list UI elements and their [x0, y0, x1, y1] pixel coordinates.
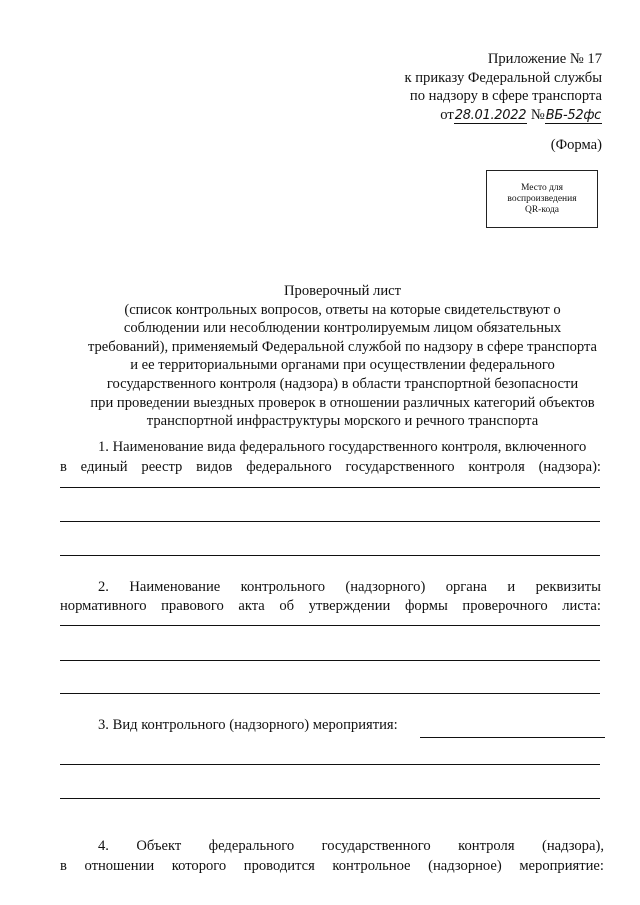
appendix-date-number [404, 106, 602, 126]
word: (надзорное) [428, 858, 502, 874]
word: отношении [84, 858, 155, 874]
word: государственного [321, 838, 431, 854]
word: листа: [562, 598, 601, 614]
appendix-agency: по надзору в сфере транспорта [409, 88, 602, 104]
item4-line1 [98, 836, 604, 856]
word: (надзора): [538, 459, 601, 475]
appendix-order-ref: к приказу Федеральной службы [404, 69, 602, 86]
word: контрольного [240, 579, 326, 595]
word: нормативного [60, 598, 147, 614]
title-line: Проверочный лист [284, 283, 401, 299]
word: реквизиты [535, 579, 601, 595]
word: 4. [98, 838, 109, 854]
appendix-header [404, 50, 602, 125]
title-line: требований), применяемый Федеральной службой по надзору в сфере транспорта [87, 338, 598, 355]
title-line: при проведении выездных проверок в отношении различных категорий объектов [90, 394, 595, 411]
qr-code-placeholder [486, 170, 598, 228]
word: мероприятие: [519, 858, 604, 874]
item2-line2 [60, 596, 601, 616]
word: которого [171, 858, 227, 874]
word: формы [404, 598, 448, 614]
form-label: (Форма) [550, 137, 602, 153]
item1-line1: 1. Наименование вида федерального государственного контроля, включенного [98, 439, 587, 455]
qr-text-line: воспроизведения [507, 193, 577, 204]
title-line: соблюдении или несоблюдении контролируемым лицом обязательных [123, 320, 562, 337]
handwritten-date: 28.01.2022 [454, 107, 527, 123]
date-prefix: от [440, 106, 454, 123]
item1-line2 [60, 457, 601, 477]
word: контроля [458, 838, 515, 854]
title-line: транспортной инфраструктуры морского и речного транспорта [146, 413, 539, 430]
fill-in-line[interactable] [60, 693, 600, 694]
appendix-title: Приложение № 17 [487, 51, 602, 67]
word: 2. [98, 579, 109, 595]
word: органа [445, 579, 488, 595]
item4-line2 [60, 856, 604, 876]
handwritten-number: ВБ-52фс [545, 107, 601, 123]
word: правового [161, 598, 224, 614]
word: видов [196, 459, 233, 475]
word: реестр [141, 459, 183, 475]
word: и [507, 579, 516, 595]
document-title [40, 282, 640, 431]
word: федерального [208, 838, 295, 854]
word: об [279, 598, 295, 614]
word: Наименование [129, 579, 221, 595]
fill-in-line[interactable] [60, 764, 600, 765]
fill-in-line[interactable] [60, 521, 600, 522]
title-line: государственного контроля (надзора) в области транспортной безопасности [106, 375, 579, 392]
word: контроля [468, 459, 525, 475]
word: Объект [136, 838, 182, 854]
word: федерального [246, 459, 332, 475]
title-line: и ее территориальными органами при осуществлении федерального [130, 357, 555, 374]
word: в [60, 858, 67, 874]
title-line: (список контрольных вопросов, ответы на которые свидетельствуют о [124, 301, 561, 318]
item1-heading [98, 437, 601, 457]
fill-in-line[interactable] [60, 625, 600, 626]
word: проверочного [462, 598, 548, 614]
fill-in-line[interactable] [420, 737, 605, 738]
fill-in-line[interactable] [60, 555, 600, 556]
number-prefix: № [530, 106, 545, 123]
word: акта [238, 598, 265, 614]
item3-label: 3. Вид контрольного (надзорного) мероприятия: [98, 717, 398, 733]
word: проводится [243, 858, 315, 874]
word: контрольное [332, 858, 411, 874]
fill-in-line[interactable] [60, 798, 600, 799]
word: единый [80, 459, 128, 475]
fill-in-line[interactable] [60, 660, 600, 661]
word: (надзора), [541, 838, 604, 854]
word: государственного [345, 459, 455, 475]
item2-line1 [98, 577, 601, 597]
qr-text-line: Место для [520, 182, 564, 193]
word: (надзорного) [345, 579, 426, 595]
word: в [60, 459, 67, 475]
qr-text-line: QR-кода [524, 204, 560, 215]
fill-in-line[interactable] [60, 487, 600, 488]
word: утверждении [308, 598, 391, 614]
